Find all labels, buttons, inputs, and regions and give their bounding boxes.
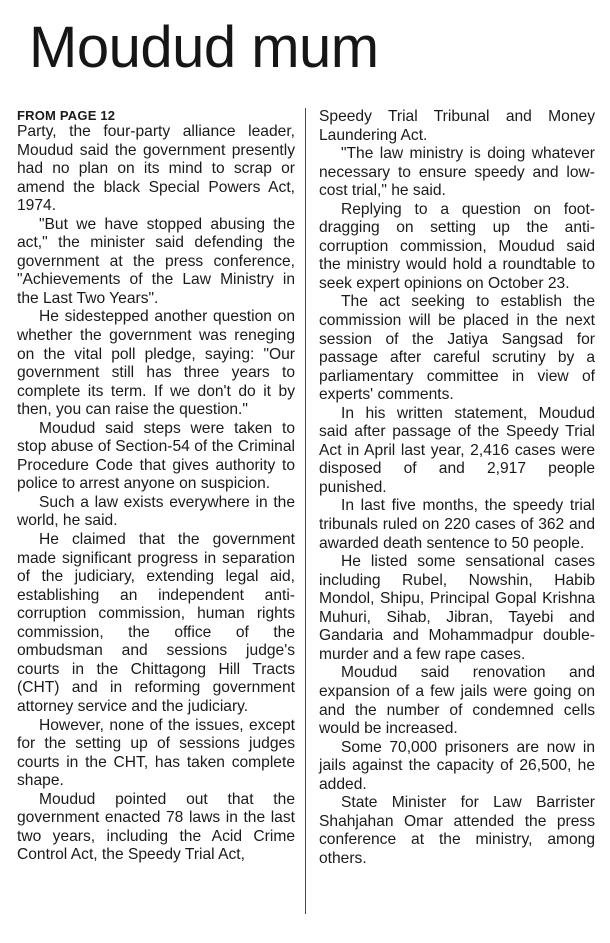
paragraph: Moudud said steps were taken to stop abuse of Section-54 of the Criminal Procedure Code that gives authority to police to arrest anyone on suspicion. xyxy=(17,419,295,493)
left-column xyxy=(17,108,295,865)
paragraph: He listed some sensational cases including Rubel, Nowshin, Habib Mondol, Shipu, Principal Gopal Krishna Muhuri, Sihab, Jibran, Tayebi and Gandaria and Mohammadpur double-murder and a few rape cases. xyxy=(319,553,595,663)
paragraph: He sidestepped another question on whether the government was reneging on the vital poll pledge, saying: "Our government still has three years to complete its term. If we don't do it by then, you can raise the question." xyxy=(17,308,295,419)
headline: Moudud mum xyxy=(29,15,379,80)
paragraph: In last five months, the speedy trial tribunals ruled on 220 cases of 362 and awarded death sentence to 50 people. xyxy=(319,497,595,552)
paragraph: "The law ministry is doing whatever necessary to ensure speedy and low-cost trial," he said. xyxy=(319,145,595,200)
right-column xyxy=(319,108,595,868)
paragraph: State Minister for Law Barrister Shahjahan Omar attended the press conference at the ministry, among others. xyxy=(319,794,595,867)
column-divider xyxy=(305,108,306,914)
paragraph: Some 70,000 prisoners are now in jails against the capacity of 26,500, he added. xyxy=(319,738,595,793)
paragraph: The act seeking to establish the commission will be placed in the next session of the Jatiya Sangsad for passage after careful scrutiny by a parliamentary committee in view of experts' comments. xyxy=(319,293,595,404)
paragraph: Replying to a question on foot-dragging on setting up the anti-corruption commission, Moudud said the ministry would hold a roundtable to seek expert opinions on October 23. xyxy=(319,200,595,292)
paragraph: Party, the four-party alliance leader, Moudud said the government presently had no plan on its mind to scrap or amend the black Special Powers Act, 1974. xyxy=(17,123,295,215)
dateline: FROM PAGE 12 xyxy=(17,108,116,123)
paragraph: Moudud pointed out that the government enacted 78 laws in the last two years, including the Acid Crime Control Act, the Speedy Trial Act, xyxy=(17,790,295,864)
paragraph: Speedy Trial Tribunal and Money Laundering Act. xyxy=(319,108,595,144)
paragraph: Moudud said renovation and expansion of a few jails were going on and the number of condemned cells would be increased. xyxy=(319,664,595,738)
paragraph: In his written statement, Moudud said after passage of the Speedy Trial Act in April last year, 2,416 cases were disposed of and 2,917 people punished. xyxy=(319,404,595,496)
paragraph: He claimed that the government made significant progress in separation of the judiciary, extending legal aid, establishing an independent anti-corruption commission, human rights commission, the office of the ombudsman and sessions judge's courts in the Chittagong Hill Tracts (CHT) and in reforming government attorney service and the judiciary. xyxy=(17,531,295,715)
paragraph: "But we have stopped abusing the act," the minister said defending the government at the press conference, "Achievements of the Law Ministry in the Last Two Years". xyxy=(17,215,295,307)
paragraph: However, none of the issues, except for the setting up of sessions judges courts in the CHT, has taken complete shape. xyxy=(17,716,295,790)
paragraph: Such a law exists everywhere in the world, he said. xyxy=(17,493,295,530)
